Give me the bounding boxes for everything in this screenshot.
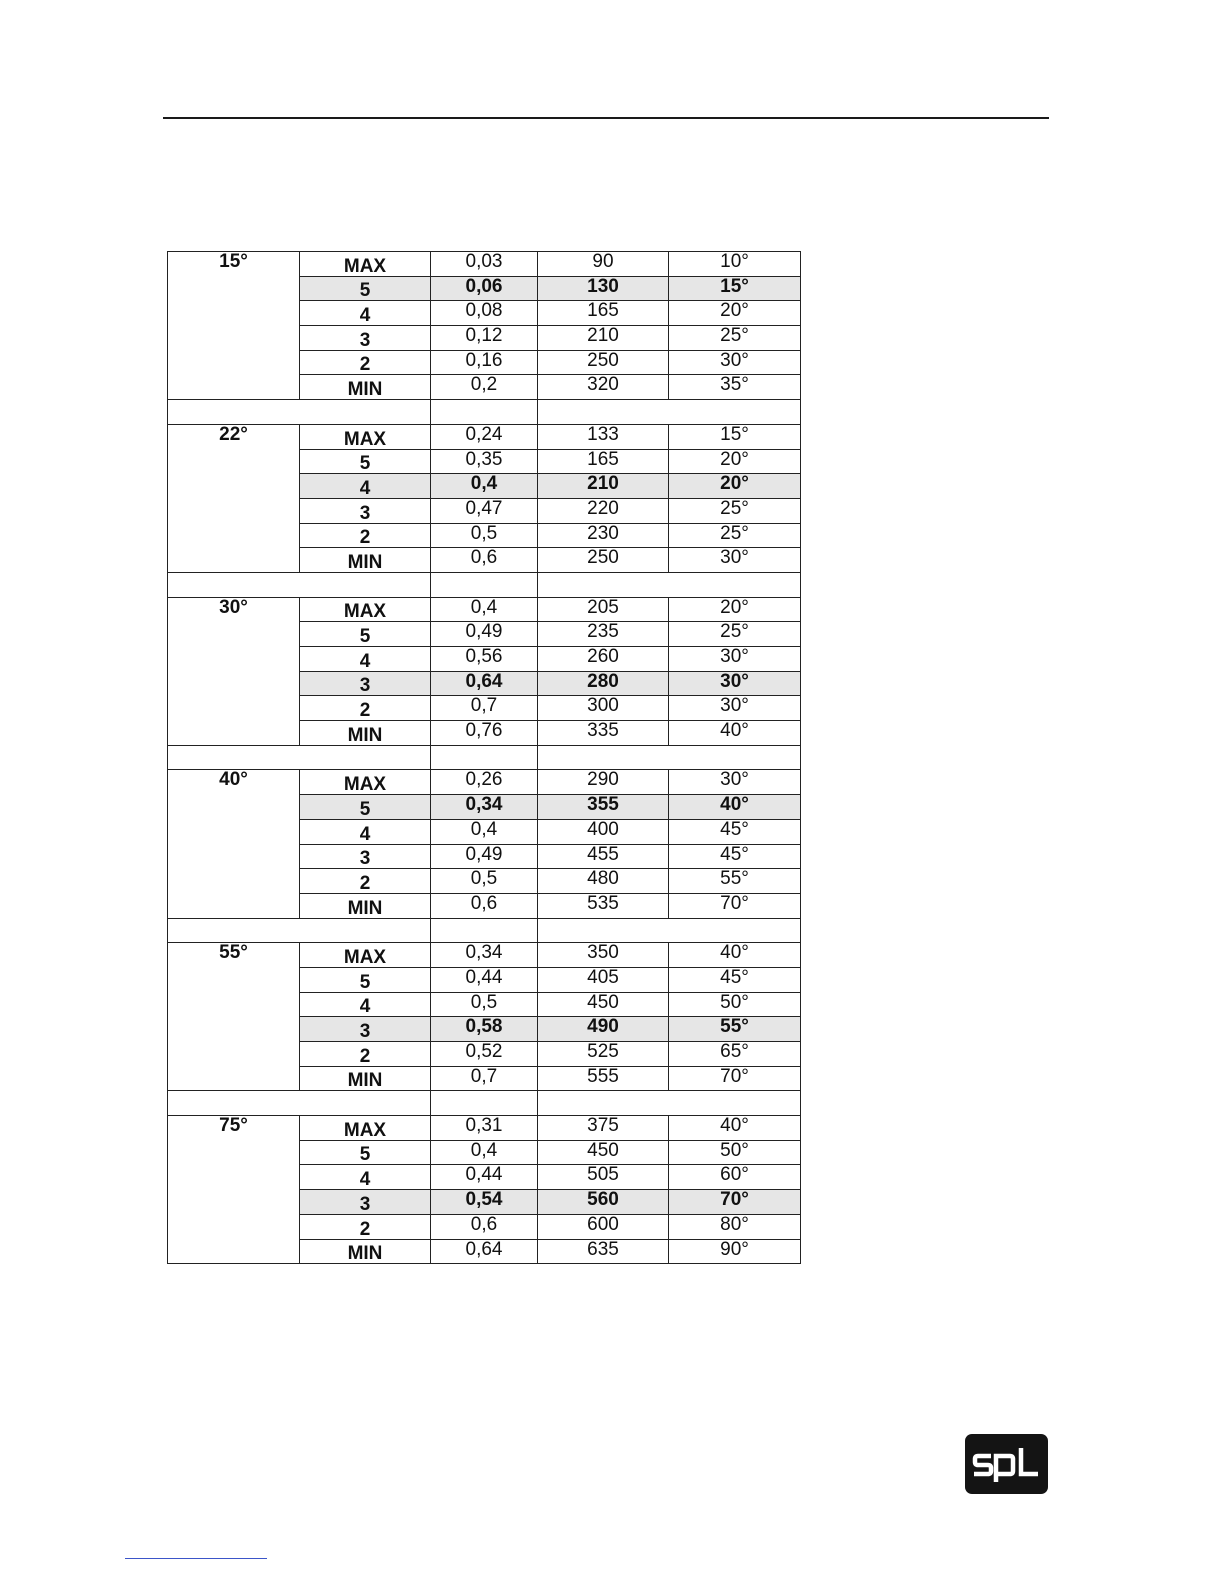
value-c-cell: 20° <box>669 474 801 499</box>
group-separator-row <box>168 400 801 425</box>
separator-cell <box>168 400 431 425</box>
separator-cell <box>431 918 538 943</box>
angle-cell: 75° <box>168 1116 300 1264</box>
value-a-cell: 0,24 <box>431 424 538 449</box>
value-c-cell: 30° <box>669 548 801 573</box>
separator-cell <box>168 1091 431 1116</box>
footer-link-underline <box>125 1558 267 1559</box>
value-a-cell: 0,47 <box>431 498 538 523</box>
value-b-cell: 450 <box>538 992 669 1017</box>
value-b-cell: 335 <box>538 721 669 746</box>
table-row <box>168 424 801 449</box>
table-row <box>168 943 801 968</box>
step-cell: 4 <box>300 301 431 326</box>
value-b-cell: 280 <box>538 671 669 696</box>
value-a-cell: 0,6 <box>431 548 538 573</box>
value-a-cell: 0,49 <box>431 622 538 647</box>
value-a-cell: 0,16 <box>431 350 538 375</box>
separator-cell <box>538 572 801 597</box>
step-cell: 4 <box>300 647 431 672</box>
value-c-cell: 30° <box>669 696 801 721</box>
value-a-cell: 0,7 <box>431 696 538 721</box>
value-a-cell: 0,34 <box>431 943 538 968</box>
value-c-cell: 25° <box>669 622 801 647</box>
value-c-cell: 40° <box>669 721 801 746</box>
value-b-cell: 350 <box>538 943 669 968</box>
step-cell: MAX <box>300 424 431 449</box>
value-b-cell: 210 <box>538 326 669 351</box>
value-c-cell: 40° <box>669 795 801 820</box>
value-b-cell: 560 <box>538 1190 669 1215</box>
value-c-cell: 25° <box>669 498 801 523</box>
value-c-cell: 20° <box>669 301 801 326</box>
value-a-cell: 0,44 <box>431 967 538 992</box>
step-cell: MIN <box>300 375 431 400</box>
value-a-cell: 0,4 <box>431 819 538 844</box>
value-c-cell: 70° <box>669 1066 801 1091</box>
value-a-cell: 0,5 <box>431 869 538 894</box>
step-cell: MIN <box>300 721 431 746</box>
value-b-cell: 600 <box>538 1214 669 1239</box>
separator-cell <box>538 918 801 943</box>
value-b-cell: 205 <box>538 597 669 622</box>
value-b-cell: 250 <box>538 548 669 573</box>
value-a-cell: 0,64 <box>431 1239 538 1264</box>
step-cell: 3 <box>300 844 431 869</box>
separator-cell <box>538 400 801 425</box>
value-b-cell: 290 <box>538 770 669 795</box>
value-b-cell: 450 <box>538 1140 669 1165</box>
value-c-cell: 50° <box>669 992 801 1017</box>
value-c-cell: 70° <box>669 1190 801 1215</box>
step-cell: MIN <box>300 1066 431 1091</box>
angle-cell: 40° <box>168 770 300 918</box>
step-cell: 5 <box>300 967 431 992</box>
step-cell: 5 <box>300 1140 431 1165</box>
value-a-cell: 0,03 <box>431 252 538 277</box>
value-a-cell: 0,56 <box>431 647 538 672</box>
value-c-cell: 40° <box>669 943 801 968</box>
value-c-cell: 25° <box>669 523 801 548</box>
value-a-cell: 0,44 <box>431 1165 538 1190</box>
value-a-cell: 0,49 <box>431 844 538 869</box>
value-c-cell: 50° <box>669 1140 801 1165</box>
value-c-cell: 20° <box>669 449 801 474</box>
separator-cell <box>431 745 538 770</box>
separator-cell <box>431 572 538 597</box>
value-b-cell: 455 <box>538 844 669 869</box>
value-b-cell: 130 <box>538 276 669 301</box>
value-a-cell: 0,31 <box>431 1116 538 1141</box>
step-cell: 3 <box>300 498 431 523</box>
table-row <box>168 597 801 622</box>
separator-cell <box>538 745 801 770</box>
value-c-cell: 20° <box>669 597 801 622</box>
angle-cell: 30° <box>168 597 300 745</box>
value-b-cell: 300 <box>538 696 669 721</box>
value-b-cell: 250 <box>538 350 669 375</box>
value-c-cell: 30° <box>669 770 801 795</box>
angle-cell: 15° <box>168 252 300 400</box>
group-separator-row <box>168 918 801 943</box>
value-c-cell: 40° <box>669 1116 801 1141</box>
spl-logo-icon <box>965 1434 1048 1494</box>
value-b-cell: 490 <box>538 1017 669 1042</box>
value-c-cell: 70° <box>669 893 801 918</box>
value-b-cell: 405 <box>538 967 669 992</box>
settings-table-body <box>168 252 801 1264</box>
value-b-cell: 555 <box>538 1066 669 1091</box>
step-cell: MAX <box>300 943 431 968</box>
step-cell: 4 <box>300 1165 431 1190</box>
value-b-cell: 210 <box>538 474 669 499</box>
value-c-cell: 80° <box>669 1214 801 1239</box>
value-c-cell: 15° <box>669 424 801 449</box>
value-c-cell: 60° <box>669 1165 801 1190</box>
value-c-cell: 30° <box>669 671 801 696</box>
value-c-cell: 35° <box>669 375 801 400</box>
value-a-cell: 0,54 <box>431 1190 538 1215</box>
value-c-cell: 30° <box>669 350 801 375</box>
step-cell: 4 <box>300 819 431 844</box>
value-c-cell: 55° <box>669 1017 801 1042</box>
value-a-cell: 0,5 <box>431 992 538 1017</box>
step-cell: 5 <box>300 276 431 301</box>
value-a-cell: 0,34 <box>431 795 538 820</box>
value-a-cell: 0,52 <box>431 1042 538 1067</box>
step-cell: 5 <box>300 449 431 474</box>
table-row <box>168 1116 801 1141</box>
step-cell: 3 <box>300 671 431 696</box>
value-a-cell: 0,58 <box>431 1017 538 1042</box>
step-cell: 2 <box>300 869 431 894</box>
value-b-cell: 165 <box>538 449 669 474</box>
value-b-cell: 320 <box>538 375 669 400</box>
value-b-cell: 235 <box>538 622 669 647</box>
value-a-cell: 0,7 <box>431 1066 538 1091</box>
value-c-cell: 55° <box>669 869 801 894</box>
value-b-cell: 400 <box>538 819 669 844</box>
value-a-cell: 0,4 <box>431 474 538 499</box>
value-c-cell: 30° <box>669 647 801 672</box>
value-a-cell: 0,08 <box>431 301 538 326</box>
step-cell: 5 <box>300 622 431 647</box>
value-c-cell: 90° <box>669 1239 801 1264</box>
value-b-cell: 220 <box>538 498 669 523</box>
value-a-cell: 0,64 <box>431 671 538 696</box>
separator-cell <box>168 572 431 597</box>
header-rule <box>163 117 1049 119</box>
value-c-cell: 10° <box>669 252 801 277</box>
value-b-cell: 230 <box>538 523 669 548</box>
value-a-cell: 0,4 <box>431 597 538 622</box>
value-b-cell: 480 <box>538 869 669 894</box>
value-b-cell: 133 <box>538 424 669 449</box>
step-cell: MIN <box>300 1239 431 1264</box>
value-a-cell: 0,4 <box>431 1140 538 1165</box>
step-cell: 4 <box>300 474 431 499</box>
value-a-cell: 0,76 <box>431 721 538 746</box>
value-c-cell: 15° <box>669 276 801 301</box>
step-cell: 2 <box>300 696 431 721</box>
value-c-cell: 45° <box>669 844 801 869</box>
step-cell: 5 <box>300 795 431 820</box>
value-b-cell: 355 <box>538 795 669 820</box>
value-a-cell: 0,35 <box>431 449 538 474</box>
step-cell: 2 <box>300 1042 431 1067</box>
value-b-cell: 505 <box>538 1165 669 1190</box>
angle-cell: 55° <box>168 943 300 1091</box>
value-c-cell: 65° <box>669 1042 801 1067</box>
step-cell: MIN <box>300 893 431 918</box>
separator-cell <box>168 745 431 770</box>
step-cell: 3 <box>300 1017 431 1042</box>
table-row <box>168 252 801 277</box>
value-c-cell: 25° <box>669 326 801 351</box>
spl-logo <box>965 1434 1048 1494</box>
separator-cell <box>538 1091 801 1116</box>
angle-cell: 22° <box>168 424 300 572</box>
value-a-cell: 0,2 <box>431 375 538 400</box>
value-b-cell: 375 <box>538 1116 669 1141</box>
value-c-cell: 45° <box>669 967 801 992</box>
group-separator-row <box>168 745 801 770</box>
group-separator-row <box>168 1091 801 1116</box>
step-cell: MIN <box>300 548 431 573</box>
separator-cell <box>431 400 538 425</box>
value-b-cell: 90 <box>538 252 669 277</box>
step-cell: 4 <box>300 992 431 1017</box>
step-cell: 2 <box>300 1214 431 1239</box>
step-cell: 3 <box>300 326 431 351</box>
step-cell: 2 <box>300 350 431 375</box>
value-a-cell: 0,5 <box>431 523 538 548</box>
value-a-cell: 0,6 <box>431 1214 538 1239</box>
value-c-cell: 45° <box>669 819 801 844</box>
step-cell: MAX <box>300 252 431 277</box>
value-a-cell: 0,26 <box>431 770 538 795</box>
step-cell: 3 <box>300 1190 431 1215</box>
value-b-cell: 165 <box>538 301 669 326</box>
step-cell: MAX <box>300 770 431 795</box>
value-b-cell: 260 <box>538 647 669 672</box>
value-a-cell: 0,6 <box>431 893 538 918</box>
separator-cell <box>168 918 431 943</box>
group-separator-row <box>168 572 801 597</box>
value-a-cell: 0,06 <box>431 276 538 301</box>
value-b-cell: 635 <box>538 1239 669 1264</box>
step-cell: MAX <box>300 597 431 622</box>
step-cell: MAX <box>300 1116 431 1141</box>
settings-table <box>167 251 801 1264</box>
value-b-cell: 525 <box>538 1042 669 1067</box>
step-cell: 2 <box>300 523 431 548</box>
value-a-cell: 0,12 <box>431 326 538 351</box>
separator-cell <box>431 1091 538 1116</box>
table-row <box>168 770 801 795</box>
value-b-cell: 535 <box>538 893 669 918</box>
